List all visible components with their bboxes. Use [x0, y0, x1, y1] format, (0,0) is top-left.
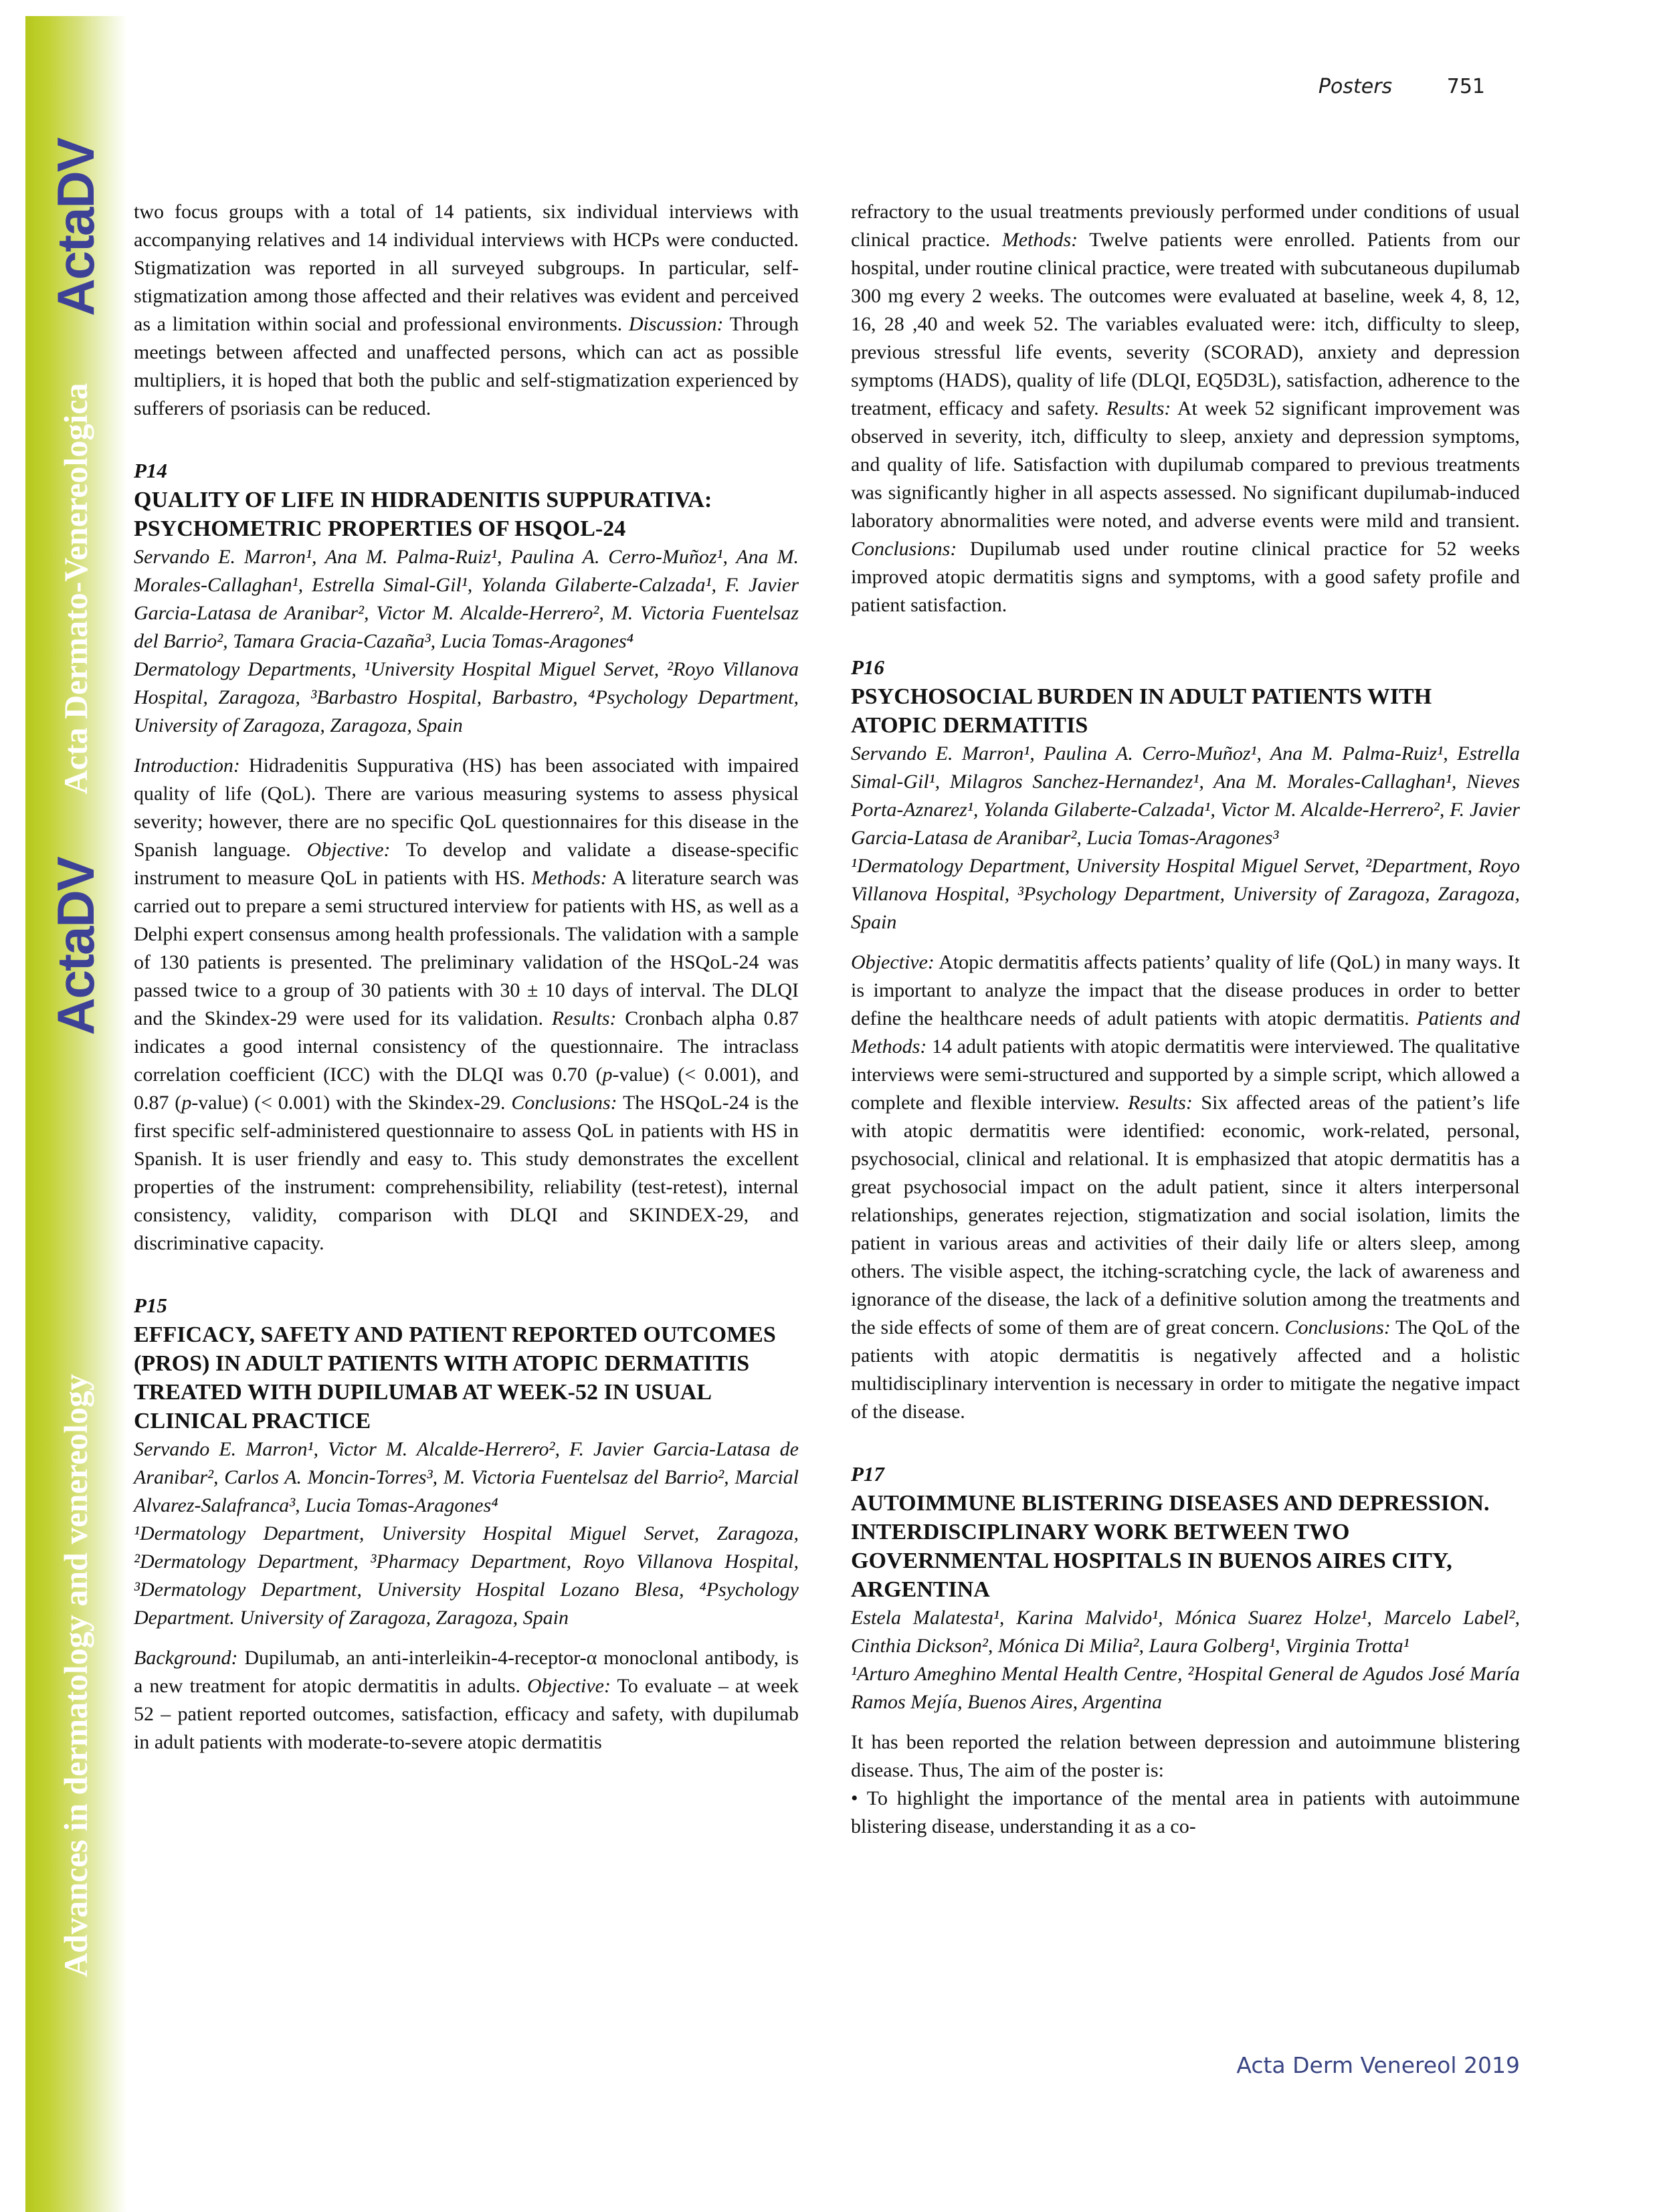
abstract-affiliations: Dermatology Departments, ¹University Hospital Miguel Servet, ²Royo Villanova Hospital, Zaragoza, ³Barbastro Hospital, Barbastro, ⁴Psychology Department, University of Zaragoza, Zaragoza, Spain	[134, 658, 799, 736]
abstract-body: Background: Dupilumab, an anti-interleikin-4-receptor-α monoclonal antibody, is a new treatment for atopic dermatitis in adults. Objective: To evaluate – at week 52 – patient reported outcomes, satisfaction, efficacy and safety, with dupilumab in adult patients with moderate-to-severe atopic dermatitis	[134, 1647, 799, 1753]
abstract-body: It has been reported the relation between depression and autoimmune blistering disease. Thus, The aim of the poster is:	[851, 1731, 1520, 1781]
left-column	[134, 198, 799, 1756]
abstract-title: PSYCHOSOCIAL BURDEN IN ADULT PATIENTS WITH ATOPIC DERMATITIS	[851, 684, 1432, 738]
abstract-body: Introduction: Hidradenitis Suppurativa (HS) has been associated with impaired quality of life (QoL). There are various measuring systems to assess physical severity; however, there are no specific QoL questionnaires for this disease in the Spanish language. Objective: To develop and validate a disease-specific instrument to measure QoL in patients with HS. Methods: A literature search was carried out to prepare a semi structured interview for patients with HS, as well as a Delphi expert consensus among health professionals. The validation with a sample of 130 patients is presented. The preliminary validation of the HSQoL-24 was passed twice to a group of 30 patients with 30 ± 10 days of interval. The DLQI and the Skindex-29 were used for its validation. Results: Cronbach alpha 0.87 indicates a good internal consistency of the questionnaire. The intraclass correlation coefficient (ICC) with the DLQI was 0.70 (p-value) (< 0.001), and 0.87 (p-value) (< 0.001) with the Skindex-29. Conclusions: The HSQoL-24 is the first specific self-administered questionnaire to assess QoL in patients with HS in Spanish. It is user friendly and easy to. This study demonstrates the excellent properties of the instrument: comprehensibility, reliability (test-retest), internal consistency, validity, comparison with DLQI and SKINDEX-29, and discriminative capacity.	[134, 755, 799, 1254]
abstract-p14	[134, 456, 799, 1258]
abstract-id: P15	[134, 1294, 167, 1317]
abstract-p16	[851, 653, 1520, 1426]
abstract-id: P14	[134, 459, 167, 482]
continued-paragraph: refractory to the usual treatments previously performed under conditions of usual clinical practice. Methods: Twelve patients were enrolled. Patients from our hospital, under routine clinical practice, were treated with subcutaneous dupilumab 300 mg every 2 weeks. The outcomes were evaluated at baseline, week 4, 8, 12, 16, 28 ,40 and week 52. The variables evaluated were: itch, difficulty to sleep, previous stressful life events, severity (SCORAD), anxiety and depression symptoms (HADS), quality of life (DLQI, EQ5D3L), satisfaction, adherence to the treatment, efficacy and safety. Results: At week 52 significant improvement was observed in severity, itch, difficulty to sleep, anxiety and depression symptoms, and quality of life. Satisfaction with dupilumab compared to previous treatments was significantly higher in all aspects assessed. No significant dupilumab-induced laboratory abnormalities were noted, and adverse events were mild and transient. Conclusions: Dupilumab used under routine clinical practice for 52 weeks improved atopic dermatitis signs and symptoms, with a good safety profile and patient satisfaction.	[851, 201, 1520, 616]
abstract-affiliations: ¹Dermatology Department, University Hospital Miguel Servet, Zaragoza, ²Dermatology Department, ³Pharmacy Department, Royo Villanova Hospital, ³Dermatology Department, University Hospital Lozano Blesa, ⁴Psychology Department. University of Zaragoza, Zaragoza, Spain	[134, 1522, 799, 1629]
running-head-section: Posters	[1318, 75, 1393, 98]
abstract-authors: Servando E. Marron¹, Victor M. Alcalde-Herrero², F. Javier Garcia-Latasa de Aranibar², Carlos A. Moncin-Torres³, M. Victoria Fuentelsaz del Barrio², Marcial Alvarez-Salafranca³, Lucia Tomas-Aragones⁴	[134, 1438, 799, 1516]
journal-tagline-vertical	[52, 1354, 99, 1997]
journal-name-vertical	[52, 328, 99, 849]
abstract-affiliations: ¹Arturo Ameghino Mental Health Centre, ²Hospital General de Agudos José María Ramos Mejía, Buenos Aires, Argentina	[851, 1663, 1520, 1713]
abstract-affiliations: ¹Dermatology Department, University Hospital Miguel Servet, ²Department, Royo Villanova Hospital, ³Psychology Department, University of Zaragoza, Zaragoza, Spain	[851, 855, 1520, 933]
running-head	[851, 75, 1485, 98]
journal-name-text: Acta Dermato-Venereologica	[57, 383, 94, 795]
journal-logo-top	[45, 140, 106, 314]
abstract-title: EFFICACY, SAFETY AND PATIENT REPORTED OUTCOMES (PROS) IN ADULT PATIENTS WITH ATOPIC DERMATITIS TREATED WITH DUPILUMAB AT WEEK-52 IN USUAL CLINICAL PRACTICE	[134, 1322, 776, 1433]
abstract-p15	[134, 1291, 799, 1756]
abstract-authors: Estela Malatesta¹, Karina Malvido¹, Mónica Suarez Holze¹, Marcelo Label², Cinthia Dickson², Mónica Di Milia², Laura Golberg¹, Virginia Trotta¹	[851, 1607, 1520, 1657]
journal-tagline-text: Advances in dermatology and venereology	[57, 1374, 94, 1977]
page-number: 751	[1446, 75, 1485, 98]
right-column	[851, 198, 1520, 1841]
abstract-authors: Servando E. Marron¹, Ana M. Palma-Ruiz¹, Paulina A. Cerro-Muñoz¹, Ana M. Morales-Callaghan¹, Estrella Simal-Gil¹, Yolanda Gilaberte-Calzada¹, F. Javier Garcia-Latasa de Aranibar², Victor M. Alcalde-Herrero², M. Victoria Fuentelsaz del Barrio², Tamara Gracia-Cazaña³, Lucia Tomas-Aragones⁴	[134, 546, 799, 652]
journal-logo-text: ActaDV	[45, 138, 105, 316]
journal-logo-text: ActaDV	[45, 858, 105, 1035]
abstract-title: QUALITY OF LIFE IN HIDRADENITIS SUPPURATIVA: PSYCHOMETRIC PROPERTIES OF HSQOL-24	[134, 488, 712, 541]
abstract-authors: Servando E. Marron¹, Paulina A. Cerro-Muñoz¹, Ana M. Palma-Ruiz¹, Estrella Simal-Gil¹, Milagros Sanchez-Hernandez¹, Ana M. Morales-Callaghan¹, Nieves Porta-Aznarez¹, Yolanda Gilaberte-Calzada¹, Victor M. Alcalde-Herrero², F. Javier Garcia-Latasa de Aranibar², Lucia Tomas-Aragones³	[851, 742, 1520, 849]
abstract-bullet-item: • To highlight the importance of the mental area in patients with autoimmune blistering disease, understanding it as a co-	[851, 1787, 1520, 1837]
abstract-title: AUTOIMMUNE BLISTERING DISEASES AND DEPRESSION. INTERDISCIPLINARY WORK BETWEEN TWO GOVERNMENTAL HOSPITALS IN BUENOS AIRES CITY, ARGENTINA	[851, 1491, 1490, 1602]
abstract-p17	[851, 1460, 1520, 1841]
abstract-body: Objective: Atopic dermatitis affects patients’ quality of life (QoL) in many ways. It is important to analyze the impact that the disease produces in order to better define the healthcare needs of adult patients with atopic dermatitis. Patients and Methods: 14 adult patients with atopic dermatitis were interviewed. The qualitative interviews were semi-structured and supported by a simple script, which allowed a complete and flexible interview. Results: Six affected areas of the patient’s life with atopic dermatitis were identified: economic, work-related, personal, psychosocial, clinical and relational. It is emphasized that atopic dermatitis has a great psychosocial impact on the adult patient, since it alters interpersonal relationships, generates rejection, stigmatization and social isolation, limits the patient in various areas and activities of their daily life or alters sleep, among others. The visible aspect, the itching-scratching cycle, the lack of awareness and ignorance of the disease, the lack of a definitive solution among the treatments and the side effects of some of them are of great concern. Conclusions: The QoL of the patients with atopic dermatitis is negatively affected and a holistic multidisciplinary intervention is necessary in order to mitigate the negative impact of the disease.	[851, 951, 1520, 1423]
journal-footer: Acta Derm Venereol 2019	[1236, 2052, 1520, 2078]
abstract-id: P17	[851, 1462, 884, 1486]
journal-logo-middle	[45, 860, 106, 1033]
abstract-id: P16	[851, 656, 884, 679]
continued-paragraph: two focus groups with a total of 14 patients, six individual interviews with accompanying relatives and 14 individual interviews with HCPs were conducted. Stigmatization was reported in all surveyed subgroups. In particular, self-stigmatization among those affected and their relatives was evident and perceived as a limitation within social and professional environments. Discussion: Through meetings between affected and unaffected persons, which can act as possible multipliers, it is hoped that both the public and self-stigmatization experienced by sufferers of psoriasis can be reduced.	[134, 201, 799, 419]
